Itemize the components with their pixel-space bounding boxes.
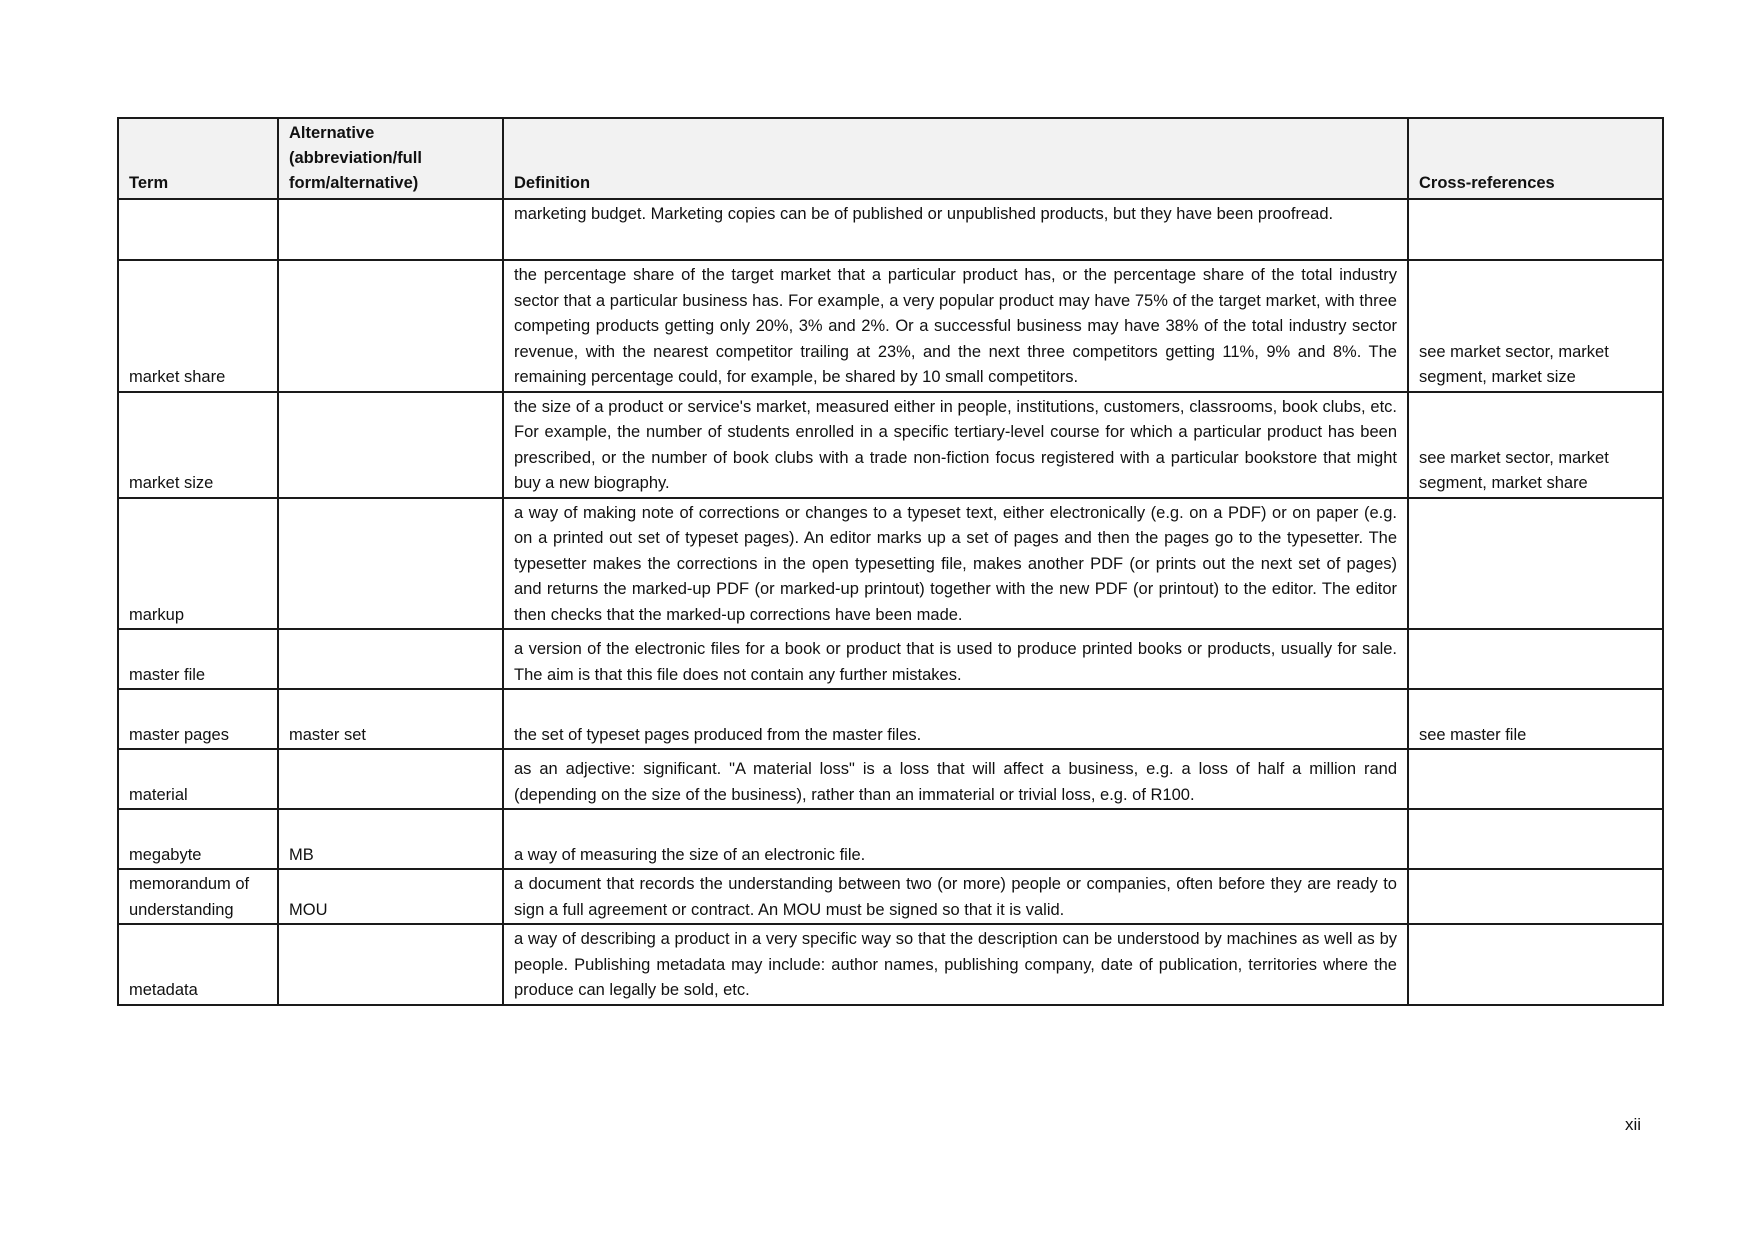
alternative-cell: MOU [278,869,503,924]
table-row [118,869,1663,924]
table-row [118,199,1663,260]
term-cell: market share [118,260,278,392]
header-row [118,118,1663,199]
cross-reference-cell [1408,629,1663,689]
alternative-cell [278,498,503,630]
cross-reference-cell [1408,749,1663,809]
header-cross-references: Cross-references [1408,118,1663,199]
cross-reference-cell [1408,199,1663,260]
definition-cell: the percentage share of the target market that a particular product has, or the percentage share of the total industry sector that a particular business has. For example, a very popular product may have 75% of the target market, with three competing products getting only 20%, 3% and 2%. Or a successful business may have 38% of the total industry sector revenue, with the nearest competitor trailing at 23%, and the next three competitors getting 11%, 9% and 8%. The remaining percentage could, for example, be shared by 10 small competitors. [503,260,1408,392]
alternative-cell [278,749,503,809]
table-row [118,629,1663,689]
cross-reference-cell [1408,809,1663,869]
table-row [118,260,1663,392]
header-definition: Definition [503,118,1408,199]
table-row [118,498,1663,630]
table-row [118,749,1663,809]
header-term: Term [118,118,278,199]
definition-cell: as an adjective: significant. "A material loss" is a loss that will affect a business, e.g. a loss of half a million rand (depending on the size of the business), rather than an immaterial or trivial loss, e.g. of R100. [503,749,1408,809]
alternative-cell: MB [278,809,503,869]
cross-reference-cell [1408,498,1663,630]
table-body [118,199,1663,1005]
table-row [118,392,1663,498]
definition-cell: a version of the electronic files for a book or product that is used to produce printed books or products, usually for sale. The aim is that this file does not contain any further mistakes. [503,629,1408,689]
table-row [118,924,1663,1005]
definition-cell: the set of typeset pages produced from the master files. [503,689,1408,749]
table-header [118,118,1663,199]
table-row [118,689,1663,749]
alternative-cell [278,260,503,392]
term-cell: markup [118,498,278,630]
term-cell: memorandum of understanding [118,869,278,924]
glossary-table [117,117,1664,1006]
term-cell: master file [118,629,278,689]
cross-reference-cell: see market sector, market segment, market size [1408,260,1663,392]
definition-cell: a document that records the understanding between two (or more) people or companies, often before they are ready to sign a full agreement or contract. An MOU must be signed so that it is valid. [503,869,1408,924]
cross-reference-cell [1408,869,1663,924]
term-cell: metadata [118,924,278,1005]
term-cell: megabyte [118,809,278,869]
cross-reference-cell: see master file [1408,689,1663,749]
definition-cell: a way of describing a product in a very specific way so that the description can be understood by machines as well as by people. Publishing metadata may include: author names, publishing company, date of publication, territories where the produce can legally be sold, etc. [503,924,1408,1005]
table-row [118,809,1663,869]
alternative-cell [278,199,503,260]
term-cell [118,199,278,260]
alternative-cell [278,392,503,498]
alternative-cell [278,629,503,689]
term-cell: market size [118,392,278,498]
definition-cell: a way of making note of corrections or changes to a typeset text, either electronically (e.g. on a PDF) or on paper (e.g. on a printed out set of typeset pages). An editor marks up a set of pages and then the pages go to the typesetter. The typesetter makes the corrections in the open typesetting file, makes another PDF (or prints out the next set of pages) and returns the marked-up PDF (or marked-up printout) together with the new PDF (or printout) to the editor. The editor then checks that the marked-up corrections have been made. [503,498,1408,630]
cross-reference-cell: see market sector, market segment, market share [1408,392,1663,498]
definition-cell: a way of measuring the size of an electronic file. [503,809,1408,869]
term-cell: material [118,749,278,809]
alternative-cell: master set [278,689,503,749]
alternative-cell [278,924,503,1005]
definition-cell: the size of a product or service's market, measured either in people, institutions, customers, classrooms, book clubs, etc. For example, the number of students enrolled in a specific tertiary-level course for which a particular product has been prescribed, or the number of book clubs with a trade non-fiction focus registered with a particular bookstore that might buy a new biography. [503,392,1408,498]
cross-reference-cell [1408,924,1663,1005]
page-number: xii [1624,1115,1641,1134]
definition-cell: marketing budget. Marketing copies can be of published or unpublished products, but they have been proofread. [503,199,1408,260]
header-alternative: Alternative (abbreviation/full form/alternative) [278,118,503,199]
term-cell: master pages [118,689,278,749]
